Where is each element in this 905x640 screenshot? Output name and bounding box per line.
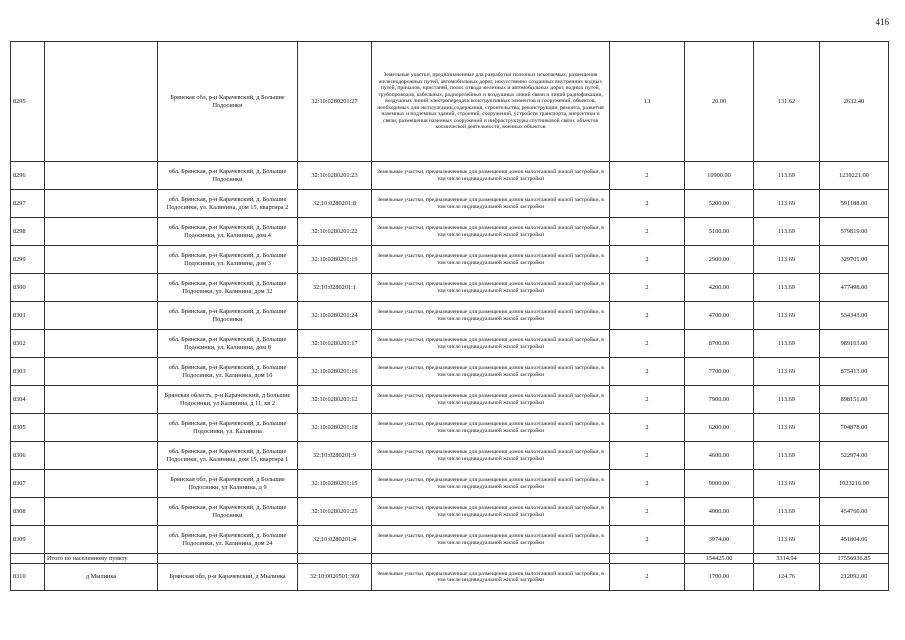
- category-code: 2: [610, 190, 685, 218]
- row-number: 8307: [11, 470, 45, 498]
- cadastral-value-table: [10, 41, 889, 591]
- row-number: 8305: [11, 414, 45, 442]
- category-code: 2: [610, 302, 685, 330]
- subtotal-area: 154425.00: [685, 554, 754, 564]
- specific-value: 113.69: [754, 302, 820, 330]
- specific-value: 113.69: [754, 498, 820, 526]
- row-number: 8295: [11, 42, 45, 162]
- row-number: 8298: [11, 218, 45, 246]
- cadastral-value: 329701.00: [820, 246, 889, 274]
- place-cell: [45, 218, 158, 246]
- subtotal-empty: [298, 554, 372, 564]
- specific-value: 113.69: [754, 330, 820, 358]
- cadastral-number: 32:10:0280201:17: [298, 330, 372, 358]
- cadastral-number: 32:10:0280201:16: [298, 358, 372, 386]
- table-row: [11, 302, 889, 330]
- table-row: [11, 330, 889, 358]
- table-row: [11, 414, 889, 442]
- land-use-description: Земельные участки, предназначенные для размещения домов малоэтажной жилой застройки, в том числе индивидуальной жилой застройки: [372, 302, 610, 330]
- cadastral-number: 32:10:0280201:8: [298, 190, 372, 218]
- address-cell: обл. Брянская, р-н Карачевский, д. Большие Подосинки, ул. Калинина, дом 8: [158, 330, 298, 358]
- category-code: 2: [610, 470, 685, 498]
- cadastral-value: 522974.00: [820, 442, 889, 470]
- area-value: 20.00: [685, 42, 754, 162]
- subtotal-row: [11, 554, 889, 564]
- land-use-description: Земельные участки, предназначенные для размещения домов малоэтажной жилой застройки, в том числе индивидуальной жилой застройки: [372, 218, 610, 246]
- specific-value: 113.69: [754, 358, 820, 386]
- cadastral-value: 454760.00: [820, 498, 889, 526]
- land-use-description: Земельные участки, предназначенные для размещения домов малоэтажной жилой застройки, в том числе индивидуальной жилой застройки: [372, 526, 610, 554]
- address-cell: обл. Брянская, р-н Карачевский, д. Большие Подосинки, ул. Калинина: [158, 414, 298, 442]
- category-code: 2: [610, 414, 685, 442]
- category-code: 13: [610, 42, 685, 162]
- area-value: 7900.00: [685, 386, 754, 414]
- address-cell: обл. Брянская, р-н Карачевский, д. Большие Подосинки: [158, 162, 298, 190]
- subtotal-empty: [372, 554, 610, 564]
- cadastral-number: 32:10:0280201:12: [298, 386, 372, 414]
- table-row: [11, 358, 889, 386]
- address-cell: обл. Брянская, р-н Карачевский, д. Большие Подосинки: [158, 498, 298, 526]
- specific-value: 113.69: [754, 442, 820, 470]
- subtotal-value: 17556936.85: [820, 554, 889, 564]
- place-cell: [45, 302, 158, 330]
- cadastral-number: 32:10:0280201:4: [298, 526, 372, 554]
- specific-value: 113.69: [754, 246, 820, 274]
- address-cell: обл. Брянская, р-н Карачевский, д. Большие Подосинки, ул. Калинина, дом 4: [158, 218, 298, 246]
- category-code: 2: [610, 442, 685, 470]
- land-use-description: Земельные участки, предназначенные для размещения домов малоэтажной жилой застройки, в том числе индивидуальной жилой застройки: [372, 274, 610, 302]
- row-number: 8310: [11, 564, 45, 591]
- address-cell: Брянская обл, р-н Карачевский, д Большие Подосинки: [158, 42, 298, 162]
- row-number: 8297: [11, 190, 45, 218]
- land-use-description: Земельные участки, предназначенные для размещения домов малоэтажной жилой застройки, в том числе индивидуальной жилой застройки: [372, 358, 610, 386]
- page-number: 416: [875, 17, 889, 27]
- table-row: [11, 162, 889, 190]
- area-value: 4700.00: [685, 302, 754, 330]
- land-use-description: Земельные участки, предназначенные для размещения домов малоэтажной жилой застройки, в том числе индивидуальной жилой застройки: [372, 564, 610, 591]
- specific-value: 113.69: [754, 526, 820, 554]
- cadastral-number: 32:10:0280201:9: [298, 442, 372, 470]
- row-number: 8296: [11, 162, 45, 190]
- cadastral-number: 32:10:0280201:23: [298, 162, 372, 190]
- category-code: 2: [610, 386, 685, 414]
- category-code: 2: [610, 358, 685, 386]
- place-cell: [45, 414, 158, 442]
- address-cell: обл. Брянская, р-н Карачевский, д. Большие Подосинки, ул. Калинина, дом 32: [158, 274, 298, 302]
- specific-value: 113.69: [754, 274, 820, 302]
- table-row: [11, 246, 889, 274]
- cadastral-number: 32:10:0280201:24: [298, 302, 372, 330]
- subtotal-empty: [11, 554, 45, 564]
- place-name: д Мылинка: [45, 564, 158, 591]
- table-row: [11, 442, 889, 470]
- table-row: [11, 526, 889, 554]
- specific-value: 113.69: [754, 190, 820, 218]
- place-cell: [45, 330, 158, 358]
- area-value: 9000.00: [685, 470, 754, 498]
- table-row: [11, 42, 889, 162]
- cadastral-value: 451804.06: [820, 526, 889, 554]
- row-number: 8306: [11, 442, 45, 470]
- area-value: 6200.00: [685, 414, 754, 442]
- cadastral-number: 32:10:0280201:25: [298, 498, 372, 526]
- row-number: 8302: [11, 330, 45, 358]
- table-row: [11, 498, 889, 526]
- place-cell: [45, 246, 158, 274]
- cadastral-number: 32:10:0280201:22: [298, 218, 372, 246]
- address-cell: обл. Брянская, р-н Карачевский, д. Большие Подосинки, ул. Калинина, дом 15, квартира 1: [158, 442, 298, 470]
- area-value: 4000.00: [685, 498, 754, 526]
- address-cell: Брянская обл, р-н Карачевский, д Мылинка: [158, 564, 298, 591]
- address-cell: обл. Брянская, р-н Карачевский, д. Большие Подосинки, ул. Калинина, дом 10: [158, 358, 298, 386]
- area-value: 4200.00: [685, 274, 754, 302]
- row-number: 8309: [11, 526, 45, 554]
- cadastral-number: 32:10:0020501:369: [298, 564, 372, 591]
- place-cell: [45, 42, 158, 162]
- row-number: 8299: [11, 246, 45, 274]
- cadastral-value: 898151.00: [820, 386, 889, 414]
- cadastral-number: 32:10:0280201:18: [298, 414, 372, 442]
- table-row: [11, 470, 889, 498]
- cadastral-value: 2632.40: [820, 42, 889, 162]
- land-use-description: Земельные участки, предназначенные для размещения домов малоэтажной жилой застройки, в том числе индивидуальной жилой застройки: [372, 470, 610, 498]
- subtotal-label: Итого по населенному пункту: [45, 554, 158, 564]
- category-code: 2: [610, 330, 685, 358]
- cadastral-value: 579819.00: [820, 218, 889, 246]
- cadastral-value: 212092.00: [820, 564, 889, 591]
- cadastral-number: 32:10:0280201:15: [298, 470, 372, 498]
- address-cell: Брянская обл, р-н Карачевский, д Большие Подосинки, ул Калинина, д 9: [158, 470, 298, 498]
- cadastral-number: 32:10:0280201:1: [298, 274, 372, 302]
- specific-value: 113.69: [754, 162, 820, 190]
- table-body: [11, 42, 889, 591]
- row-number: 8303: [11, 358, 45, 386]
- place-cell: [45, 274, 158, 302]
- address-cell: Брянская область, р-н Карачевский, д Большие Подосинки, ул Калинина, д 11, кв 2: [158, 386, 298, 414]
- cadastral-value: 989103.00: [820, 330, 889, 358]
- land-use-description: Земельные участки, предназначенные для размещения домов малоэтажной жилой застройки, в том числе индивидуальной жилой застройки: [372, 498, 610, 526]
- area-value: 1700.00: [685, 564, 754, 591]
- address-cell: обл. Брянская, р-н Карачевский, д. Большие Подосинки, ул. Калинина, дом 3: [158, 246, 298, 274]
- row-number: 8304: [11, 386, 45, 414]
- cadastral-value: 875413.00: [820, 358, 889, 386]
- cadastral-value: 1239221.00: [820, 162, 889, 190]
- table-row: [11, 190, 889, 218]
- specific-value: 113.69: [754, 218, 820, 246]
- cadastral-value: 534343.00: [820, 302, 889, 330]
- place-cell: [45, 442, 158, 470]
- subtotal-rate: 3314.94: [754, 554, 820, 564]
- land-use-description: Земельные участки, предназначенные для размещения домов малоэтажной жилой застройки, в том числе индивидуальной жилой застройки: [372, 246, 610, 274]
- table-row: [11, 274, 889, 302]
- place-cell: [45, 470, 158, 498]
- specific-value: 113.69: [754, 414, 820, 442]
- area-value: 5200.00: [685, 190, 754, 218]
- land-use-description: Земельные участки, предназначенные для размещения домов малоэтажной жилой застройки, в том числе индивидуальной жилой застройки: [372, 386, 610, 414]
- specific-value: 113.69: [754, 386, 820, 414]
- land-use-description: Земельные участки, предназначенные для размещения домов малоэтажной жилой застройки, в том числе индивидуальной жилой застройки: [372, 190, 610, 218]
- table-row: [11, 218, 889, 246]
- specific-value: 113.69: [754, 470, 820, 498]
- place-cell: [45, 358, 158, 386]
- area-value: 2900.00: [685, 246, 754, 274]
- subtotal-empty: [610, 554, 685, 564]
- specific-value: 131.62: [754, 42, 820, 162]
- place-cell: [45, 190, 158, 218]
- cadastral-number: 32:10:0280201:19: [298, 246, 372, 274]
- cadastral-value: 1023210.00: [820, 470, 889, 498]
- place-cell: [45, 526, 158, 554]
- cadastral-value: 704878.00: [820, 414, 889, 442]
- land-use-description: Земельные участки, предназначенные для размещения домов малоэтажной жилой застройки, в том числе индивидуальной жилой застройки: [372, 330, 610, 358]
- specific-value: 124.76: [754, 564, 820, 591]
- area-value: 7700.00: [685, 358, 754, 386]
- category-code: 2: [610, 564, 685, 591]
- category-code: 2: [610, 498, 685, 526]
- row-number: 8308: [11, 498, 45, 526]
- area-value: 3974.00: [685, 526, 754, 554]
- category-code: 2: [610, 218, 685, 246]
- category-code: 2: [610, 246, 685, 274]
- place-cell: [45, 498, 158, 526]
- table-row: [11, 386, 889, 414]
- area-value: 5100.00: [685, 218, 754, 246]
- land-use-description: Земельные участки, предназначенные для размещения домов малоэтажной жилой застройки, в том числе индивидуальной жилой застройки: [372, 162, 610, 190]
- address-cell: обл. Брянская, р-н Карачевский, д. Большие Подосинки, ул. Калинина, дом 24: [158, 526, 298, 554]
- area-value: 4600.00: [685, 442, 754, 470]
- land-use-description: Земельные участки, предназначенные для размещения домов малоэтажной жилой застройки, в том числе индивидуальной жилой застройки: [372, 414, 610, 442]
- land-use-description: Земельные участки, предназначенные для разработки полезных ископаемых, размещения железнодорожных путей, автомобильных дорог, искусственно созданных внутренних водных путей, причалов, пристаней, полос отвода железных и автомобильных дорог, водных путей, трубопроводов, кабельных, радиорелейных и воздушных линий связи и линий радиофикации, воздушных линий электропередачи конструктивных элементов и сооружений, объектов, необходимых для эксплуатации,содержания, строительства, реконструкции, ремонта, развития наземных и подземных зданий, строений, сооружений, устройств транспорта, энергетики и связи; размещения наземных сооружений и инфраструктуры спутниковой связи, объектов космической деятельности, военных объектов: [372, 42, 610, 162]
- category-code: 2: [610, 162, 685, 190]
- place-cell: [45, 162, 158, 190]
- row-number: 8300: [11, 274, 45, 302]
- cadastral-value: 477498.00: [820, 274, 889, 302]
- row-number: 8301: [11, 302, 45, 330]
- area-value: 10900.00: [685, 162, 754, 190]
- land-use-description: Земельные участки, предназначенные для размещения домов малоэтажной жилой застройки, в том числе индивидуальной жилой застройки: [372, 442, 610, 470]
- address-cell: обл. Брянская, р-н Карачевский, д. Большие Подосинки, ул. Калинина, дом 15, квартира 2: [158, 190, 298, 218]
- table-row: [11, 564, 889, 591]
- category-code: 2: [610, 526, 685, 554]
- cadastral-value: 591188.00: [820, 190, 889, 218]
- address-cell: обл. Брянская, р-н Карачевский, д. Большие Подосинки: [158, 302, 298, 330]
- subtotal-empty: [158, 554, 298, 564]
- cadastral-number: 32:10:0280201:27: [298, 42, 372, 162]
- category-code: 2: [610, 274, 685, 302]
- area-value: 8700.00: [685, 330, 754, 358]
- place-cell: [45, 386, 158, 414]
